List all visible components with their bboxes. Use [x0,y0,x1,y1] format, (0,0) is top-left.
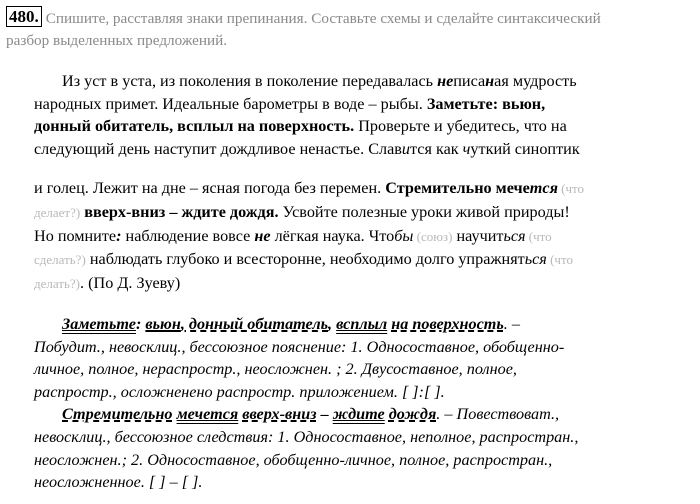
instruction-line-2: разбор выделенных предложений. [6,32,228,49]
text-line-5: и голец. Лежит на дне – ясная погода без перемен. Стремительно мечется (что [34,179,585,198]
text-line-1: Из уст в уста, из поколения в поколение передавалась неписаная мудрость [62,72,577,90]
analysis-line-4: распростр., осложненено распростр. приложением. [ ]:[ ]. [34,382,445,401]
text-line-4: следующий день наступит дождливое ненастье. Славится как чуткий синоптик [34,139,580,158]
text-line-9: делать?). (По Д. Зуеву) [34,273,181,292]
analysis-sentence-2: Стремительно мечется вверх-вниз – ждите дождя. – Повествоват., [62,405,560,424]
text-line-2: народных примет. Идеальные барометры в воде – рыбы. Заметьте: вьюн, [34,94,546,113]
instruction-line-1: Спишите, расставляя знаки препинания. Составьте схемы и сделайте синтаксический [45,10,601,27]
analysis-sentence-1: Заметьте: вьюн, донный обитатель, всплыл на поверхность. – [62,315,520,333]
text-line-3: донный обитатель, всплыл на поверхность. Проверьте и убедитесь, что на [34,117,567,136]
analysis-line-2: Побудит., невосклиц., бессоюзное пояснение: 1. Односоставное, обобщенно- [34,337,565,356]
exercise-text [34,70,684,295]
exercise-number: 480. [6,6,42,27]
analysis-line-6: невосклиц., бессоюзное следствия: 1. Односоставное, неполное, распростран., [34,427,579,446]
text-line-7: Но помните: наблюдение вовсе не лёгкая наука. Чтобы (союз) научиться (что [34,226,552,245]
analysis-line-3: личное, полное, нераспростр., неосложнен. ; 2. Двусоставное, полное, [34,360,517,379]
exercise-instruction [6,6,692,52]
analysis-line-8: неосложненное. [ ] – [ ]. [34,473,203,492]
analysis-line-7: неосложнен.; 2. Односоставное, обобщенно-личное, полное, распростран., [34,450,553,469]
syntax-analysis [34,313,684,494]
text-line-6: делает?) вверх-вниз – ждите дождя. Усвойте полезные уроки живой природы! [34,202,570,221]
text-line-8: сделать?) наблюдать глубоко и всесторонне, необходимо долго упражняться (что [34,250,573,269]
